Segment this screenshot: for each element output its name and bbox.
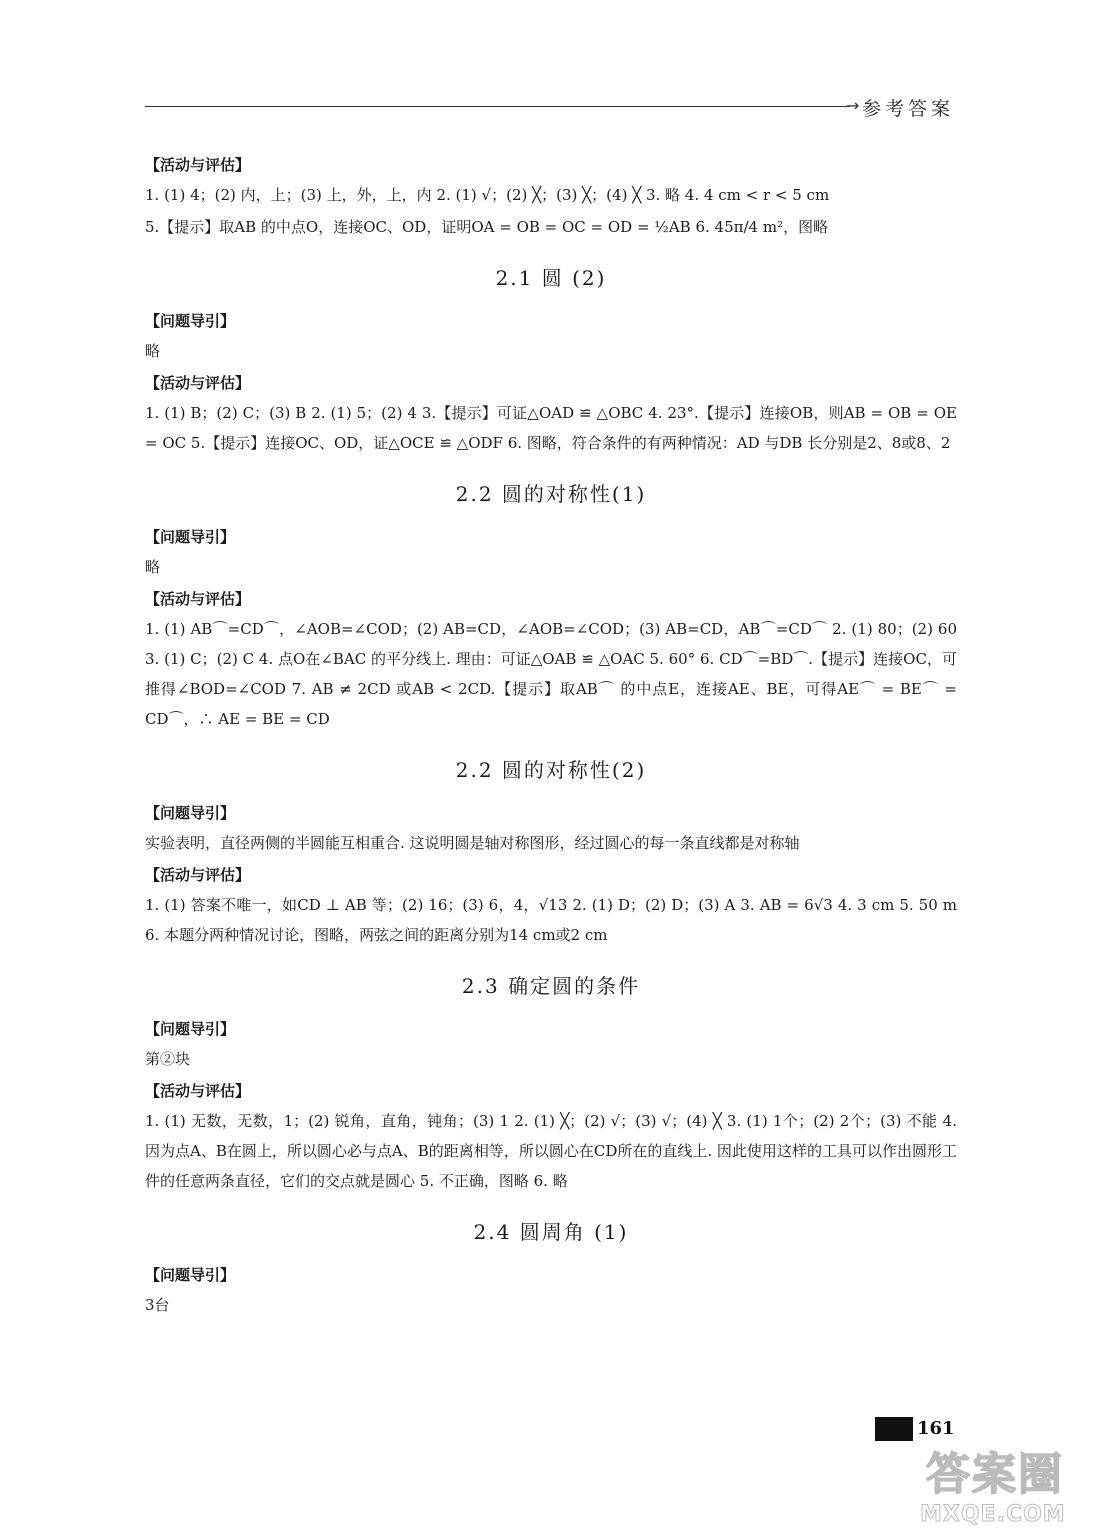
header-arrow-icon: → [846, 96, 860, 115]
section-label: 【问题导引】 [145, 804, 236, 822]
watermark-main-text: 答案圈 [926, 1449, 1064, 1500]
section-2-2-b [145, 756, 957, 950]
answer-paragraph: 1. (1) AB⌒=CD⌒，∠AOB=∠COD；(2) AB=CD，∠AOB=∠COD；(3) AB=CD，AB⌒=CD⌒ 2. (1) 80；(2) 60 3. (1) C；(2) C 4. 点O在∠BAC 的平分线上. 理由：可证△OAB ≌ △OAC 5. 60° 6. CD⌒=BD⌒.【提示】连接OC，可推得∠BOD=∠COD 7. AB ≠ 2CD 或AB < 2CD.【提示】取AB⌒ 的中点E，连接AE、BE，可得AE⌒ = BE⌒ = CD⌒，∴ AE = BE = CD [145, 620, 957, 728]
answer-paragraph: 3台 [145, 1296, 170, 1314]
section-title: 2.3 确定圆的条件 [461, 974, 641, 998]
watermark-sub-text: MXQE.COM [920, 1502, 1066, 1527]
section-label: 【问题导引】 [145, 312, 236, 330]
answer-paragraph: 略 [145, 558, 161, 576]
section-label: 【活动与评估】 [145, 374, 251, 392]
section-2-4 [145, 1218, 957, 1320]
answer-paragraph: 略 [145, 342, 161, 360]
answer-paragraph: 1. (1) 答案不唯一，如CD ⊥ AB 等；(2) 16；(3) 6，4，√13 2. (1) D；(2) D；(3) A 3. AB = 6√3 4. 3 cm 5. 50 m 6. 本题分两种情况讨论，图略，两弦之间的距离分别为14 cm或2 cm [145, 896, 957, 944]
section-label: 【问题导引】 [145, 1266, 236, 1284]
header-title: 参考答案 [862, 98, 955, 120]
section-title: 2.1 圆 (2) [495, 266, 607, 290]
section-label: 【问题导引】 [145, 528, 236, 546]
page-number-badge [875, 1417, 957, 1441]
section-label: 【活动与评估】 [145, 590, 251, 608]
answer-paragraph: 第②块 [145, 1050, 191, 1068]
answer-paragraph: 实验表明，直径两侧的半圆能互相重合. 这说明圆是轴对称图形，经过圆心的每一条直线都是对称轴 [145, 834, 800, 852]
section-label: 【活动与评估】 [145, 866, 251, 884]
page-number: 161 [917, 1418, 955, 1439]
watermark-logo [920, 1450, 1090, 1530]
section-title: 2.2 圆的对称性(1) [455, 482, 647, 506]
section-2-1 [145, 264, 957, 458]
section-label: 【问题导引】 [145, 1020, 236, 1038]
section-label: 【活动与评估】 [145, 1082, 251, 1100]
section-label: 【活动与评估】 [145, 156, 251, 174]
section-2-3 [145, 972, 957, 1196]
section-intro [145, 154, 957, 242]
section-title: 2.4 圆周角 (1) [473, 1220, 629, 1244]
header-rule [145, 106, 850, 107]
answer-paragraph: 1. (1) 无数，无数，1；(2) 锐角，直角，钝角；(3) 1 2. (1) ╳；(2) √；(3) √；(4) ╳ 3. (1) 1个；(2) 2个；(3) 不能 4. 因为点A、B在圆上，所以圆心必与点A、B的距离相等，所以圆心在CD所在的直线上. 因此使用这样的工具可以作出圆形工件的任意两条直径，它们的交点就是圆心 5. 不正确，图略 6. 略 [145, 1112, 957, 1190]
page-number-bar [875, 1417, 913, 1441]
answer-paragraph: 1. (1) 4；(2) 内，上；(3) 上，外，上，内 2. (1) √；(2) ╳；(3) ╳；(4) ╳ 3. 略 4. 4 cm < r < 5 cm [145, 186, 830, 204]
section-title: 2.2 圆的对称性(2) [455, 758, 647, 782]
answer-content [145, 148, 957, 1322]
answer-paragraph: 5.【提示】取AB 的中点O，连接OC、OD，证明OA = OB = OC = OD = ½AB 6. 45π/4 m²，图略 [145, 218, 829, 236]
section-2-2-a [145, 480, 957, 734]
answer-paragraph: 1. (1) B；(2) C；(3) B 2. (1) 5；(2) 4 3.【提示】可证△OAD ≌ △OBC 4. 23°.【提示】连接OB，则AB = OB = OE = OC 5.【提示】连接OC、OD，证△OCE ≌ △ODF 6. 图略，符合条件的有两种情况：AD 与DB 长分别是2、8或8、2 [145, 404, 957, 452]
